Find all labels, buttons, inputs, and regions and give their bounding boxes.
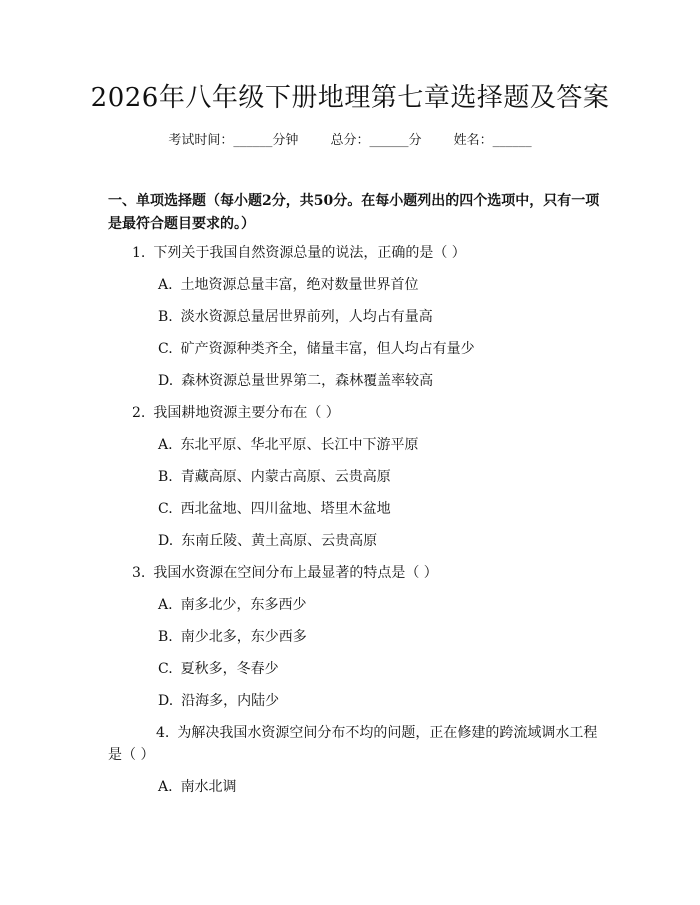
question-3 xyxy=(132,562,592,584)
option-text: 东南丘陵、黄土高原、云贵高原 xyxy=(181,533,378,549)
question-1-option-a xyxy=(158,274,598,296)
option-text: 南水北调 xyxy=(180,779,237,795)
question-4 xyxy=(108,722,603,766)
option-letter: A. xyxy=(158,597,173,613)
question-number: 4. xyxy=(156,725,170,741)
question-number: 3. xyxy=(132,565,146,581)
option-letter: C. xyxy=(158,341,173,357)
question-2-option-d xyxy=(158,530,598,552)
question-3-option-d xyxy=(158,690,598,712)
question-3-option-a xyxy=(158,594,598,616)
option-text: 南多北少，东多西少 xyxy=(180,597,307,613)
question-1-option-b xyxy=(158,306,598,328)
option-letter: B. xyxy=(158,469,173,485)
exam-time: 考试时间：______分钟 xyxy=(168,133,299,148)
option-text: 淡水资源总量居世界前列，人均占有量高 xyxy=(180,309,433,325)
student-name: 姓名：______ xyxy=(453,133,532,148)
option-letter: D. xyxy=(158,533,174,549)
question-1-option-c xyxy=(158,338,598,360)
question-2-option-c xyxy=(158,498,598,520)
section-heading: 一、单项选择题（每小题2分，共50分。在每小题列出的四个选项中，只有一项是最符合题目要求的。） xyxy=(108,193,600,232)
question-text: 我国耕地资源主要分布在（ ） xyxy=(153,405,340,421)
option-letter: A. xyxy=(158,277,173,293)
option-letter: B. xyxy=(158,629,173,645)
option-letter: C. xyxy=(158,501,173,517)
question-text: 我国水资源在空间分布上最显著的特点是（ ） xyxy=(153,565,438,581)
question-3-option-c xyxy=(158,658,598,680)
question-3-option-b xyxy=(158,626,598,648)
option-letter: A. xyxy=(158,779,173,795)
question-2-option-b xyxy=(158,466,598,488)
option-text: 西北盆地、四川盆地、塔里木盆地 xyxy=(180,501,391,517)
option-letter: B. xyxy=(158,309,173,325)
total-score: 总分：______分 xyxy=(330,133,422,148)
option-text: 矿产资源种类齐全，储量丰富，但人均占有量少 xyxy=(180,341,475,357)
exam-meta xyxy=(0,131,700,151)
option-letter: C. xyxy=(158,661,173,677)
question-4-option-a xyxy=(158,776,598,798)
option-text: 夏秋多，冬春少 xyxy=(180,661,279,677)
question-1-option-d xyxy=(158,370,598,392)
question-2-option-a xyxy=(158,434,598,456)
question-number: 2. xyxy=(132,405,146,421)
option-letter: D. xyxy=(158,373,174,389)
option-text: 南少北多，东少西多 xyxy=(180,629,307,645)
option-text: 土地资源总量丰富，绝对数量世界首位 xyxy=(180,277,419,293)
option-text: 东北平原、华北平原、长江中下游平原 xyxy=(180,437,419,453)
question-1 xyxy=(132,242,592,264)
question-2 xyxy=(132,402,592,424)
option-text: 沿海多，内陆少 xyxy=(181,693,280,709)
exam-title: 2026年八年级下册地理第七章选择题及答案 xyxy=(90,83,610,113)
option-text: 青藏高原、内蒙古高原、云贵高原 xyxy=(180,469,391,485)
question-text: 下列关于我国自然资源总量的说法，正确的是（ ） xyxy=(153,245,466,261)
question-number: 1. xyxy=(132,245,146,261)
option-letter: D. xyxy=(158,693,174,709)
option-letter: A. xyxy=(158,437,173,453)
option-text: 森林资源总量世界第二，森林覆盖率较高 xyxy=(181,373,434,389)
question-text: 为解决我国水资源空间分布不均的问题，正在修建的跨流域调水工程是（ ） xyxy=(108,725,598,763)
